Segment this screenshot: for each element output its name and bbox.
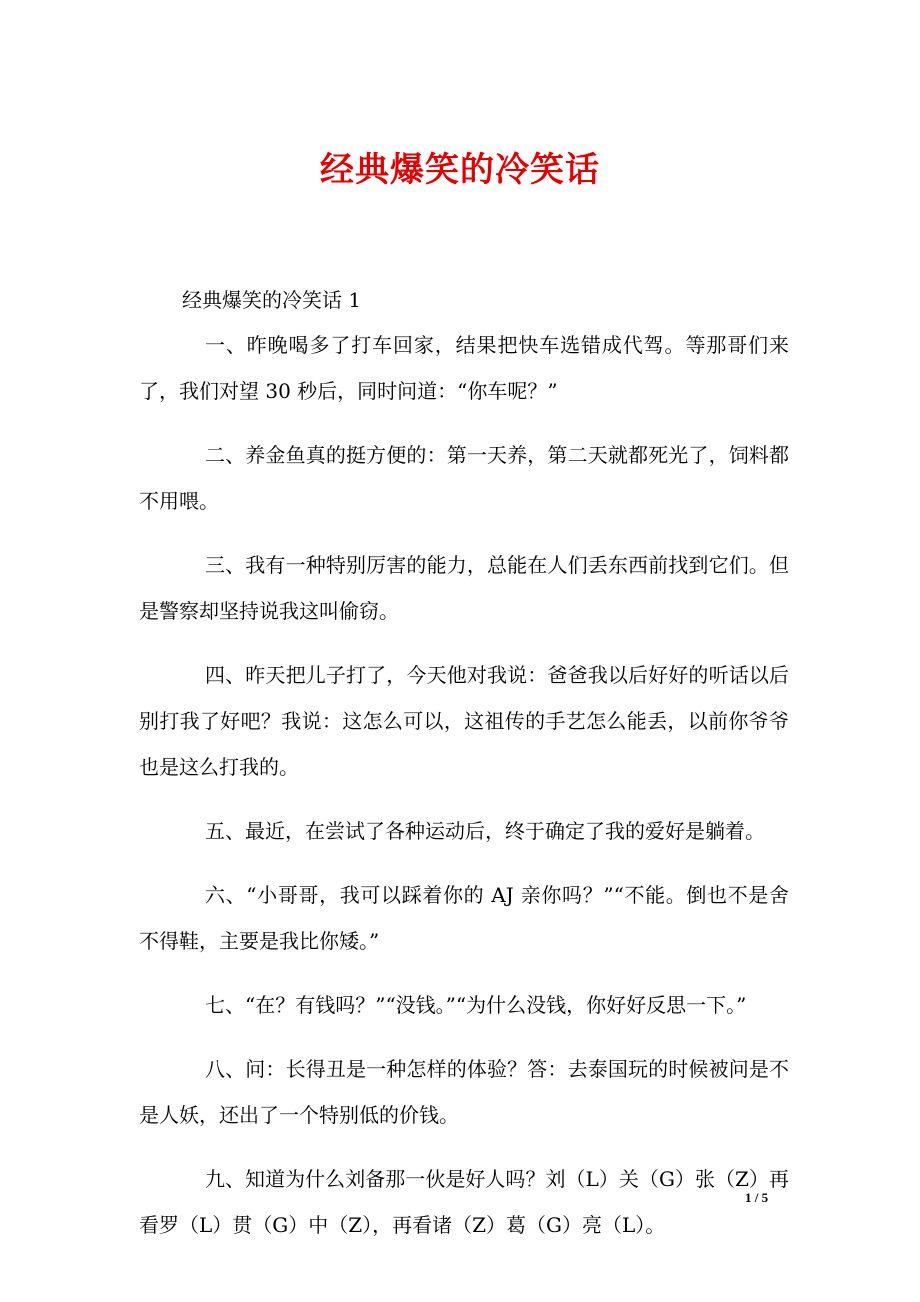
joke-paragraph-1: 一、昨晚喝多了打车回家，结果把快车选错成代驾。等那哥们来了，我们对望 30 秒后，同时问道：“你车呢？” xyxy=(139,333,789,403)
joke-paragraph-8: 八、问：长得丑是一种怎样的体验？答：去泰国玩的时候被问是不是人妖，还出了一个特别低的价钱。 xyxy=(139,1057,789,1127)
joke-paragraph-6: 六、“小哥哥，我可以踩着你的 AJ 亲你吗？”“不能。倒也不是舍不得鞋，主要是我比你矮。” xyxy=(139,883,789,953)
joke-paragraph-2: 二、养金鱼真的挺方便的：第一天养，第二天就都死光了，饲料都不用喂。 xyxy=(139,443,789,513)
page-number: 1 / 5 xyxy=(745,1190,769,1205)
joke-paragraph-5: 五、最近，在尝试了各种运动后，终于确定了我的爱好是躺着。 xyxy=(205,819,765,843)
joke-paragraph-4: 四、昨天把儿子打了，今天他对我说：爸爸我以后好好的听话以后别打我了好吧？我说：这怎么可以，这祖传的手艺怎么能丢，以前你爷爷也是这么打我的。 xyxy=(139,663,789,779)
document-body xyxy=(139,278,789,1266)
joke-paragraph-3: 三、我有一种特别厉害的能力，总能在人们丢东西前找到它们。但是警察却坚持说我这叫偷窃。 xyxy=(139,553,789,623)
joke-paragraph-9: 九、知道为什么刘备那一伙是好人吗？刘（L）关（G）张（Z）再看罗（L）贯（G）中（Z），再看诸（Z）葛（G）亮（L）。 xyxy=(139,1167,789,1237)
joke-paragraph-7: 七、“在？有钱吗？”“没钱。”“为什么没钱，你好好反思一下。” xyxy=(205,993,747,1017)
section-heading: 经典爆笑的冷笑话 1 xyxy=(182,288,362,312)
document-title: 经典爆笑的冷笑话 xyxy=(320,150,600,190)
